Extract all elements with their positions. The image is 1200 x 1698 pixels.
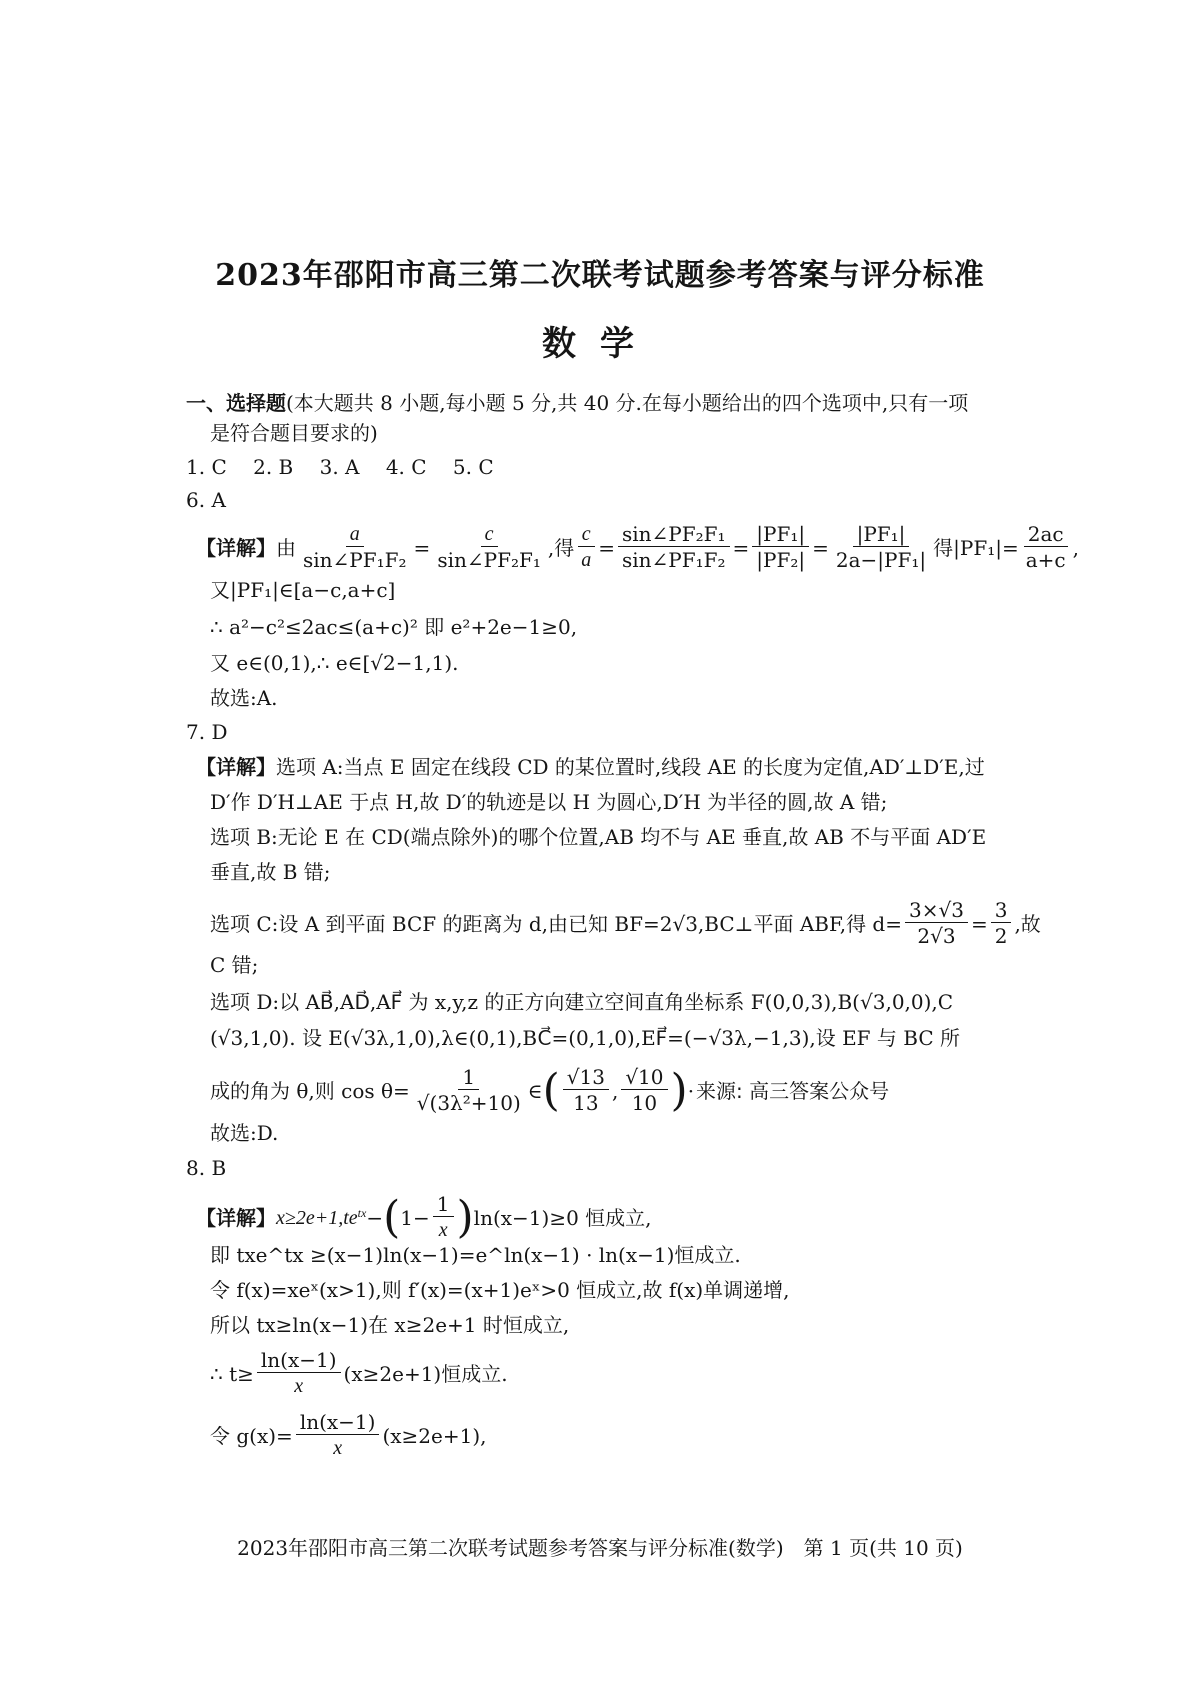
q6-frac7-den: a+c — [1025, 548, 1066, 572]
q7-option-d-line3: 成的角为 θ,则 cos θ= $\frac{1}{\text{√(3λ²+10)}}$ ∈ ( $\frac{√13}{13}$ , $\frac{√10}{10}$ ) · 来源: 高三答案公众号 — [210, 1064, 890, 1116]
q6-answer: 6. A — [186, 488, 226, 512]
q7-d-fraction-3 — [621, 1065, 667, 1116]
q8-l1-end: ln(x−1)≥0 恒成立, — [473, 1205, 652, 1230]
q7-c-frac1-den: 2√3 — [917, 924, 956, 948]
q8-l1-pre: x≥2e+1,te — [276, 1206, 358, 1229]
q6-detail-label: 【详解】 — [196, 535, 276, 560]
q8-l6-end: (x≥2e+1), — [382, 1423, 487, 1448]
section1-intro-1: (本大题共 8 小题,每小题 5 分,共 40 分.在每小题给出的四个选项中,只有一项 — [286, 391, 969, 415]
q6-mid1: ,得 — [547, 535, 575, 560]
left-paren-glyph: ( — [542, 1064, 560, 1116]
q6-fraction-7 — [1022, 522, 1070, 573]
q7-c-frac2-num: 3 — [991, 898, 1012, 923]
q6-line1-end: , — [1072, 535, 1079, 560]
q6-frac2-num: c — [481, 522, 498, 547]
q7-c-frac1-num: 3×√3 — [905, 898, 968, 923]
q7-d-source: 来源: 高三答案公众号 — [696, 1078, 890, 1103]
q7-c1-end: ,故 — [1014, 911, 1041, 936]
q7-d-frac2-den: 13 — [573, 1091, 599, 1115]
q6-frac6-den: 2a−|PF₁| — [835, 548, 927, 572]
q6-frac1-den: sin∠PF₁F₂ — [303, 548, 407, 572]
q8-line4: 所以 tx≥ln(x−1)在 x≥2e+1 时恒成立, — [210, 1313, 570, 1337]
q6-fraction-4 — [618, 522, 730, 573]
q8-detail-label: 【详解】 — [196, 1205, 276, 1230]
q7-c1-pre: 选项 C:设 A 到平面 BCF 的距离为 d,由已知 BF=2√3,BC⊥平面 ABF,得 d= — [210, 911, 902, 936]
q7-d-fraction-1 — [413, 1065, 525, 1116]
q6-fraction-5 — [752, 522, 809, 573]
q8-l5-fraction — [257, 1348, 341, 1399]
q6-frac4-den: sin∠PF₁F₂ — [621, 548, 726, 572]
q7-c-eq: = — [970, 911, 988, 936]
q7-d-frac1-num: 1 — [458, 1065, 479, 1090]
q7-d-frac3-den: 10 — [631, 1091, 658, 1115]
q8-l6-fraction — [296, 1410, 380, 1461]
subject-heading: 数学 — [542, 324, 658, 364]
q7-end: 故选:D. — [210, 1121, 279, 1145]
right-paren-glyph: ) — [456, 1191, 474, 1243]
page-footer: 2023年邵阳市高三第二次联考试题参考答案与评分标准(数学) 第 1 页(共 10 页) — [237, 1536, 963, 1560]
right-paren-glyph: ) — [670, 1064, 688, 1116]
q6-line4: 又 e∈(0,1),∴ e∈[√2−1,1). — [210, 651, 459, 675]
q8-line1 — [196, 1192, 652, 1243]
left-paren-glyph: ( — [383, 1191, 401, 1243]
q7-option-b-line2: 垂直,故 B 错; — [210, 860, 331, 884]
q8-line5 — [210, 1348, 508, 1399]
q8-l6-den: x — [333, 1437, 343, 1459]
q6-frac2-den: sin∠PF₂F₁ — [437, 548, 541, 572]
q8-l5-num: ln(x−1) — [257, 1348, 341, 1373]
q7-option-b-line1: 选项 B:无论 E 在 CD(端点除外)的哪个位置,AB 均不与 AE 垂直,故 AB 不与平面 AD′E — [210, 825, 987, 849]
q7-option-c-line2: C 错; — [210, 953, 259, 977]
q8-l6-num: ln(x−1) — [296, 1410, 380, 1435]
q7-option-a-line1 — [196, 752, 985, 782]
section1-heading: 一、选择题 — [186, 391, 286, 415]
q6-frac3-num: c — [578, 522, 595, 547]
q8-l1-sup: tx — [357, 1206, 367, 1220]
q8-line3: 令 f(x)=xeˣ(x>1),则 f′(x)=(x+1)eˣ>0 恒成立,故 f(x)单调递增, — [210, 1278, 790, 1302]
q7-option-d-line2: (√3,1,0). 设 E(√3λ,1,0),λ∈(0,1),BC⃗=(0,1,0),EF⃗=(−√3λ,−1,3),设 EF 与 BC 所 — [210, 1026, 960, 1050]
q8-l1-frac-num: 1 — [433, 1192, 454, 1217]
q6-fraction-3 — [577, 522, 595, 573]
q8-line2: 即 txe^tx ≥(x−1)ln(x−1)=e^ln(x−1) · ln(x−1)恒成立. — [210, 1243, 741, 1267]
q8-l5-end: (x≥2e+1)恒成立. — [343, 1361, 508, 1386]
q6-fraction-2 — [433, 522, 545, 573]
q6-frac1-num: a — [346, 522, 364, 547]
q7-a1: 选项 A:当点 E 固定在线段 CD 的某位置时,线段 AE 的长度为定值,AD′⊥D′E,过 — [276, 755, 985, 779]
q8-answer: 8. B — [186, 1156, 227, 1180]
q6-line2: 又|PF₁|∈[a−c,a+c] — [210, 578, 396, 602]
q7-d3-pre: 成的角为 θ,则 cos θ= — [210, 1078, 410, 1103]
q6-frac6-num: |PF₁| — [853, 522, 910, 547]
q7-c-frac2-den: 2 — [994, 924, 1008, 948]
q8-l5-pre: ∴ t≥ — [210, 1361, 254, 1386]
q7-d-frac2-num: √13 — [563, 1065, 609, 1090]
q7-answer: 7. D — [186, 720, 228, 744]
q7-d-in: ∈ — [527, 1078, 543, 1103]
q6-frac4-num: sin∠PF₂F₁ — [618, 522, 730, 547]
q8-l6-pre: 令 g(x)= — [210, 1423, 293, 1448]
q7-c-fraction-1 — [905, 898, 968, 949]
q7-d-frac3-num: √10 — [621, 1065, 667, 1090]
q8-line6 — [210, 1410, 487, 1461]
q8-l1-frac-den: x — [438, 1219, 448, 1241]
q6-fraction-6 — [832, 522, 930, 573]
document-title: 2023年邵阳市高三第二次联考试题参考答案与评分标准 — [215, 258, 985, 293]
q7-option-c-line1 — [210, 898, 1041, 949]
q6-derivation-line1: 【详解】 由 $\frac{a}{\text{sin∠PF₁F₂}}$ = $\frac{c}{\text{sin∠PF₂F₁}}$ ,得 $\frac{c}{a}$ = $\frac{\text{sin∠PF₂F₁}}{\text{sin∠PF₁F₂}}$ = $\frac{\text{|PF₁|}}{\text{|PF₂|}}$ = $\frac{\text{|PF₁|}}{\text{2a−|PF₁|}}$ 得|PF₁|= $\frac{2ac}{a+c}$ , — [196, 522, 1079, 572]
q6-frac5-den: |PF₂| — [756, 548, 806, 572]
q7-option-d-line1: 选项 D:以 AB⃗,AD⃗,AF⃗ 为 x,y,z 的正方向建立空间直角坐标系 F(0,0,3),B(√3,0,0),C — [210, 990, 954, 1014]
q7-c-fraction-2 — [991, 898, 1012, 949]
q6-frac5-num: |PF₁| — [752, 522, 809, 547]
q7-d-frac1-den: √(3λ²+10) — [416, 1091, 521, 1115]
q6-frac3-den: a — [581, 549, 592, 571]
answers-row-1-5: 1. C 2. B 3. A 4. C 5. C — [186, 455, 494, 479]
q6-mid2: 得|PF₁|= — [933, 535, 1019, 560]
q6-line1-pre: 由 — [276, 535, 296, 560]
q8-l5-den: x — [294, 1375, 304, 1397]
q6-line3: ∴ a²−c²≤2ac≤(a+c)² 即 e²+2e−1≥0, — [210, 615, 578, 639]
q8-l1-one: 1− — [400, 1205, 430, 1230]
q8-l1-fraction — [433, 1192, 454, 1243]
q6-line5: 故选:A. — [210, 686, 278, 710]
q6-frac7-num: 2ac — [1024, 522, 1068, 547]
q7-d-fraction-2 — [563, 1065, 609, 1116]
q7-detail-label: 【详解】 — [196, 755, 276, 779]
q8-l1-mid: − — [366, 1205, 384, 1230]
section1-intro-2: 是符合题目要求的) — [210, 421, 378, 445]
q7-option-a-line2: D′作 D′H⊥AE 于点 H,故 D′的轨迹是以 H 为圆心,D′H 为半径的圆,故 A 错; — [210, 790, 888, 814]
section1-intro-line1 — [186, 388, 968, 418]
q6-fraction-1 — [299, 522, 411, 573]
